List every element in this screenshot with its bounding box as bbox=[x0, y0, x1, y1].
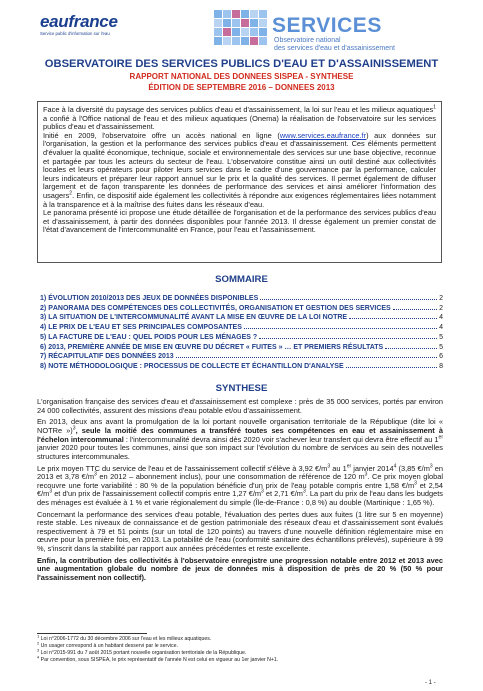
edition-subtitle: ÉDITION DE SEPTEMBRE 2016 – DONNEES 2013 bbox=[148, 83, 335, 92]
toc-leader bbox=[259, 338, 437, 339]
toc-item[interactable] bbox=[40, 304, 443, 314]
toc-page-number: 2 bbox=[439, 304, 443, 312]
toc-leader bbox=[176, 357, 437, 358]
toc-item[interactable] bbox=[40, 343, 443, 353]
title-block bbox=[0, 58, 483, 92]
services-title: SERVICES bbox=[272, 14, 382, 37]
intro-paragraph: Le panorama présenté ici propose une étude détaillée de l'organisation et de la performance des services publics d'eau et d'assainissement, à partir des données disponibles pour l'année 2013. Il dresse également un premier constat de l'état d'avancement de l'intercommunalité en France, pour l'eau et l'assainissement. bbox=[43, 208, 436, 235]
toc-leader bbox=[244, 328, 437, 329]
toc-item-label: 1) ÉVOLUTION 2010/2013 DES JEUX DE DONNÉES DISPONIBLES bbox=[40, 295, 259, 302]
synthese-paragraph: L'organisation française des services d'eau et d'assainissement est complexe : près de 35 000 services, portés par environ 24 000 collectivités, assurent des missions d'eau potable et/ou d'assainissement. bbox=[37, 397, 443, 415]
report-subtitle: RAPPORT NATIONAL DES DONNEES SISPEA - SYNTHESE bbox=[129, 72, 354, 81]
sommaire-heading: SOMMAIRE bbox=[215, 274, 268, 285]
eaufrance-logo bbox=[40, 12, 140, 36]
toc-page-number: 8 bbox=[439, 362, 443, 370]
toc-item[interactable] bbox=[40, 333, 443, 343]
eaufrance-tagline: Service public d'information sur l'eau bbox=[40, 31, 110, 36]
toc-item[interactable] bbox=[40, 352, 443, 362]
table-of-contents bbox=[40, 294, 443, 372]
page-number: - 1 - bbox=[425, 680, 436, 686]
synthese-body bbox=[37, 398, 443, 586]
services-link[interactable]: www.services.eaufrance.fr bbox=[279, 130, 367, 140]
services-logo bbox=[214, 8, 454, 52]
synthese-paragraph: Enfin, la contribution des collectivités à l'observatoire enregistre une progression notable entre 2012 et 2013 avec une augmentation globale du nombre de jeux de données mis à disposition de près de 20 % (50 % pour l'assainissement non collectif). bbox=[37, 555, 443, 583]
footnote: $^3$ Loi n°2015-991 du 7 août 2015 portant nouvelle organisation territoriale de la République. bbox=[37, 647, 247, 656]
toc-page-number: 6 bbox=[439, 353, 443, 361]
toc-item[interactable] bbox=[40, 323, 443, 333]
toc-leader bbox=[385, 348, 437, 349]
toc-leader bbox=[260, 299, 437, 300]
eaufrance-wordmark: eaufrance bbox=[40, 12, 118, 31]
toc-page-number: 2 bbox=[439, 295, 443, 302]
page-title: OBSERVATOIRE DES SERVICES PUBLICS D'EAU ET D'ASSAINISSEMENT bbox=[44, 58, 439, 70]
services-subtitle: Observatoire national des services d'eau et d'assainissement bbox=[274, 37, 395, 52]
intro-box bbox=[37, 101, 442, 263]
synthese-paragraph: Concernant la performance des services d'eau potable, l'évaluation des pertes dues aux fuites (1 litre sur 5 en moyenne) reste stable. Les niveaux de connaissance et de gestion patrimoniale des réseaux d'eau et d'assainissement sont évalués respectivement à 79 et 51 points (sur un total de 120 points) au travers d'une nouvelle définition réglementaire mise en œuvre pour la première fois, en 2013. La potabilité de l'eau (conformité sanitaire des échantillons prélevés), supérieure à 99 %, s'inscrit dans la stabilité par rapport aux années précédentes et reste excellente. bbox=[37, 509, 443, 554]
toc-item[interactable] bbox=[40, 294, 443, 304]
toc-item-label: 6) 2013, PREMIÈRE ANNÉE DE MISE EN ŒUVRE DU DÉCRET « FUITES » … ET PREMIERS RÉSULTATS bbox=[40, 343, 384, 351]
synthese-paragraph: En 2013, deux ans avant la promulgation de la loi portant nouvelle organisation territoriale de la République (dite loi « NOTRe »)$^3$, seule la moitié des communes a transféré toutes ses compétences en eau et assainissement à l'échelon intercommunal : l'intercommunalité devra ainsi dès 2020 voir s'achever leur transfert qui devra être effectif au 1er janvier 2020 pour toutes les communes, ainsi que son impact sur l'évolution du nombre de services au sein des nouvelles structures intercommunales. bbox=[37, 417, 443, 461]
toc-page-number: 5 bbox=[439, 333, 443, 341]
toc-page-number: 5 bbox=[439, 343, 443, 351]
toc-item[interactable] bbox=[40, 362, 443, 372]
toc-item-label: 5) LA FACTURE DE L'EAU : QUEL POIDS POUR LES MÉNAGES ? bbox=[40, 333, 258, 341]
toc-leader bbox=[349, 318, 437, 319]
toc-leader bbox=[346, 367, 437, 368]
footnote: $^4$ Par convention, sous SISPEA, le prix représentatif de l'année N est celui en vigueur au 1er janvier N+1. bbox=[37, 653, 279, 663]
footnote-divider bbox=[37, 633, 147, 634]
toc-item-label: 8) NOTE MÉTHODOLOGIQUE : PROCESSUS DE COLLECTE ET ÉCHANTILLON D'ANALYSE bbox=[40, 362, 344, 370]
synthese-paragraph: Le prix moyen TTC du service de l'eau et de l'assainissement collectif s'élève à 3,92 $€/m^3$ au 1er janvier 2014$^4$ (3,85 $€/m^3$ en 2013 et 3,78 $€/m^3$ en 2012 – abonnement inclus), pour une consommation de référence de 120 $m^3$. Ce prix moyen global recouvre une forte variabilité : 80 % de la population bénéficie d'un prix de l'eau potable compris entre 1,58 $€/m^3$ et 2,54 $€/m^3$ et d'un prix de l'assainissement collectif compris entre 1,27 $€/m^3$ et 2,71 $€/m^3$. La part du prix de l'eau dans les budgets des ménages est évaluée à 1 % et varie régionalement du simple (Île-de-France : 0,8 %) au double (Martinique : 1,65 %). bbox=[37, 463, 444, 507]
synthese-heading: SYNTHESE bbox=[215, 383, 268, 394]
intro-paragraph: Initié en 2009, l'observatoire offre un accès national en ligne (www.services.eaufrance.fr) aux données sur l'organisation, la gestion et la performance des services publics d'eau et d'assainissement. Ces éléments permettent d'évaluer la qualité économique, technique, sociale et environnementale des services sur une base objective, reconnue et partagée par tous les acteurs du secteur de l'eau. L'observatoire constitue ainsi un outil destiné aux collectivités locales et leurs opérateurs pour piloter leurs services dans le cadre d'une gouvernance par la performance, calculer leurs indicateurs et préparer leur rapport annuel sur le prix et la qualité des services. Il permet également de diffuser largement et de façon transparente les données de performance des services et ainsi améliorer l'information des usagers$^2$. Enfin, ce dispositif aide également les collectivités à répondre aux exigences réglementaires liées notamment à la transparence et à la maîtrise des fuites dans les réseaux d'eau. bbox=[43, 130, 436, 209]
footnote: $^1$ Loi n°2006-1772 du 30 décembre 2006 sur l'eau et les milieux aquatiques. bbox=[37, 633, 212, 642]
toc-item-label: 3) LA SITUATION DE L'INTERCOMMUNALITÉ AVANT LA MISE EN ŒUVRE DE LA LOI NOTRE bbox=[40, 314, 348, 322]
toc-page-number: 4 bbox=[439, 314, 443, 322]
intro-paragraph: Face à la diversité du paysage des services publics d'eau et d'assainissement, la loi sur l'eau et les milieux aquatiques$^1$ a confié à l'Office national de l'eau et des milieux aquatiques (Onema) la réalisation de l'observatoire sur les services publics d'eau et d'assainissement. bbox=[43, 104, 436, 132]
services-icon-grid bbox=[214, 10, 270, 50]
toc-page-number: 4 bbox=[439, 324, 443, 332]
toc-leader bbox=[393, 309, 437, 310]
toc-item-label: 4) LE PRIX DE L'EAU ET SES PRINCIPALES COMPOSANTES bbox=[40, 324, 242, 332]
toc-item-label: 7) RÉCAPITULATIF DES DONNÉES 2013 bbox=[40, 353, 174, 361]
footnotes bbox=[37, 633, 443, 664]
footnote: $^2$ Un usager correspond à un habitant desservi par le service. bbox=[37, 640, 178, 649]
toc-item[interactable] bbox=[40, 313, 443, 323]
toc-item-label: 2) PANORAMA DES COMPÉTENCES DES COLLECTIVITÉS, ORGANISATION ET GESTION DES SERVICES bbox=[40, 304, 391, 312]
